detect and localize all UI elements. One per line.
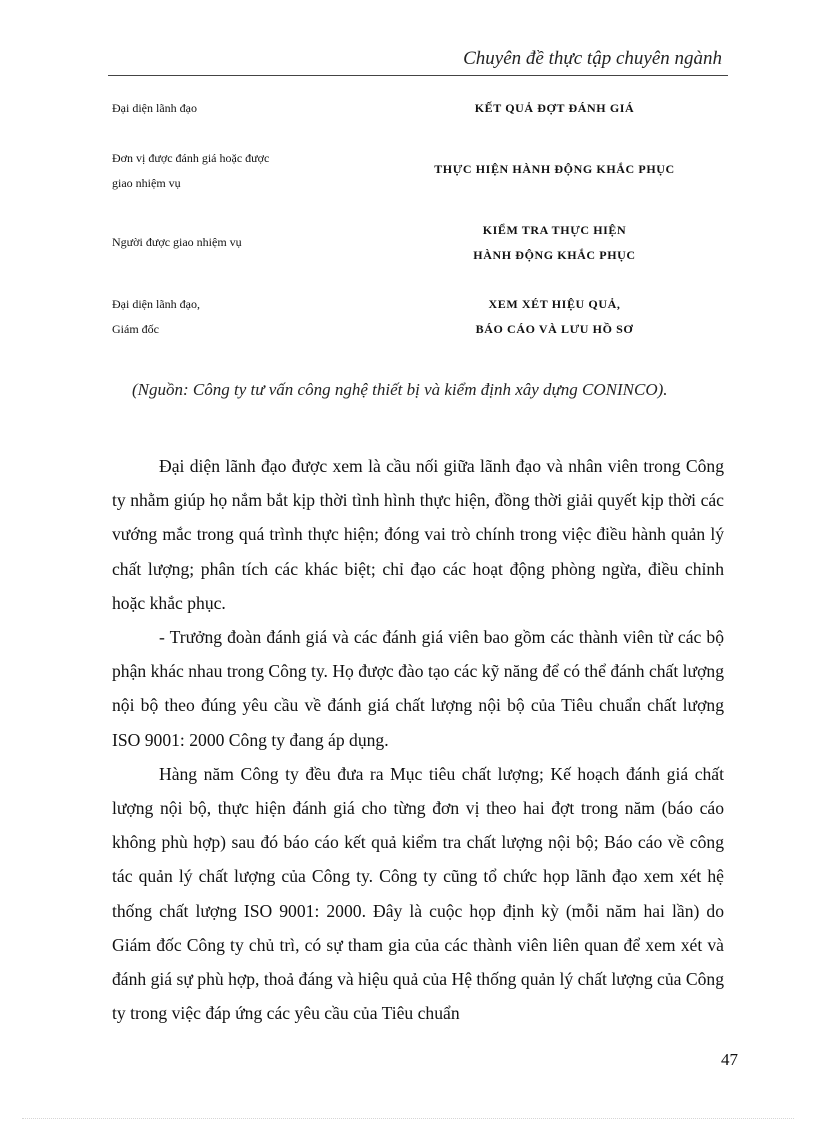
header-rule (108, 75, 728, 76)
page-header-title: Chuyên đề thực tập chuyên ngành (463, 48, 722, 69)
page-number: 47 (721, 1050, 738, 1069)
footer-rule (22, 1118, 794, 1119)
flow-step-action: KẾT QUẢ ĐỢT ĐÁNH GIÁ (474, 101, 635, 115)
flow-step-responsible: Đại diện lãnh đạo (112, 101, 197, 115)
figure-source-caption: (Nguồn: Công ty tư vấn công nghệ thiết bị và kiểm định xây dựng CONINCO). (132, 380, 668, 399)
flow-step-responsible: Người được giao nhiệm vụ (112, 235, 242, 249)
body-paragraph: - Trưởng đoàn đánh giá và các đánh giá viên bao gồm các thành viên từ các bộ phận khác nhau trong Công ty. Họ được đào tạo các kỹ năng để có thể đánh chất lượng nội bộ theo đúng yêu cầu về đánh giá chất lượng nội bộ của Tiêu chuẩn chất lượng ISO 9001: 2000 Công ty đang áp dụng. (112, 627, 724, 750)
flow-step-responsible: Đại diện lãnh đạo, Giám đốc (112, 297, 200, 336)
body-paragraph: Đại diện lãnh đạo được xem là cầu nối giữa lãnh đạo và nhân viên trong Công ty nhằm giúp họ nắm bắt kịp thời tình hình thực hiện, đồng thời giải quyết kịp thời các vướng mắc trong quá trình thực hiện; đóng vai trò chính trong việc điều hành quản lý chất lượng; phân tích các khác biệt; chỉ đạo các hoạt động phòng ngừa, điều chỉnh hoặc khắc phục. (112, 456, 724, 613)
flow-step-responsible: Đơn vị được đánh giá hoặc được giao nhiệm vụ (112, 151, 270, 190)
flow-step-action: THỰC HIỆN HÀNH ĐỘNG KHẮC PHỤC (434, 162, 675, 176)
flow-step-action: XEM XÉT HIỆU QUẢ, BÁO CÁO VÀ LƯU HỒ SƠ (475, 297, 634, 336)
body-text (112, 449, 724, 1030)
flow-step-action: KIỂM TRA THỰC HIỆN HÀNH ĐỘNG KHẮC PHỤC (473, 223, 636, 262)
body-paragraph: Hàng năm Công ty đều đưa ra Mục tiêu chất lượng; Kế hoạch đánh giá chất lượng nội bộ, thực hiện đánh giá cho từng đơn vị theo hai đợt trong năm (báo cáo không phù hợp) sau đó báo cáo kết quả kiểm tra chất lượng nội bộ; Báo cáo về công tác quản lý chất lượng của Công ty. Công ty cũng tổ chức họp lãnh đạo xem xét hệ thống chất lượng ISO 9001: 2000. Đây là cuộc họp định kỳ (mỗi năm hai lần) do Giám đốc Công ty chủ trì, có sự tham gia của các thành viên liên quan để xem xét và đánh giá sự phù hợp, thoả đáng và hiệu quả của Hệ thống quản lý chất lượng của Công ty trong việc đáp ứng các yêu cầu của Tiêu chuẩn (112, 763, 724, 1024)
